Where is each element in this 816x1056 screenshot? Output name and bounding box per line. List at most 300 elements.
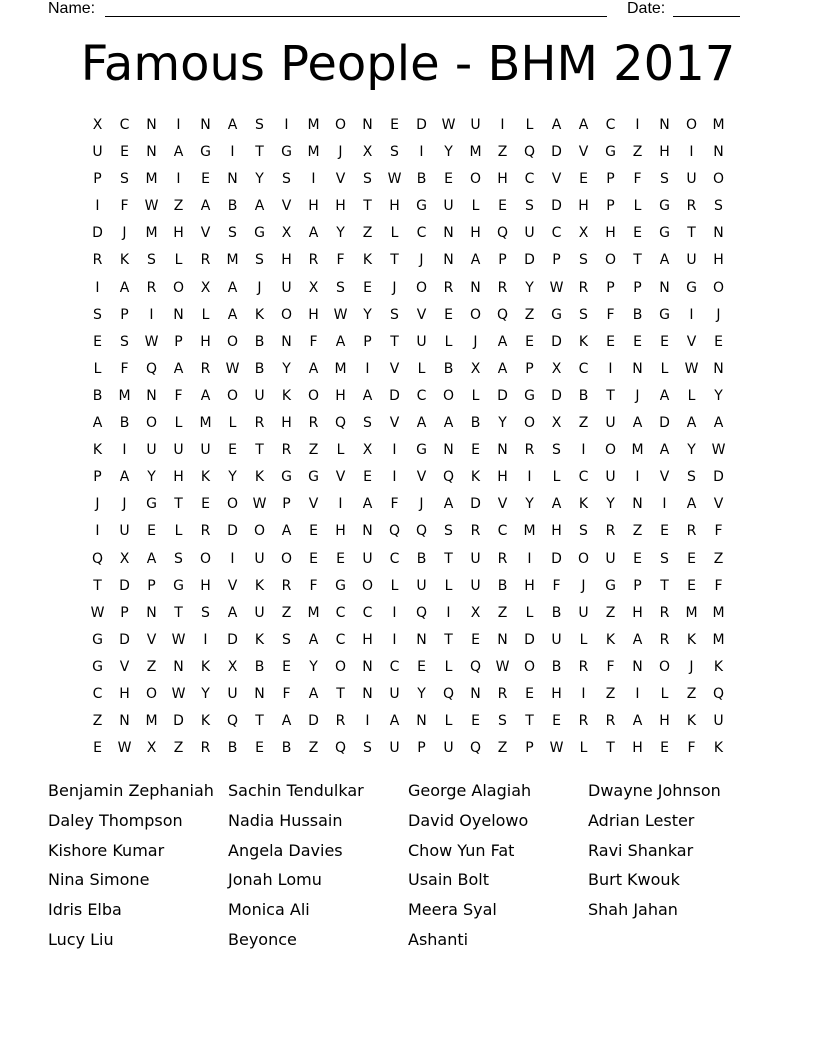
grid-letter: A: [659, 387, 670, 404]
grid-letter: X: [92, 117, 103, 133]
grid-letter: U: [254, 604, 265, 621]
grid-letter: C: [416, 387, 427, 404]
grid-letter: O: [361, 577, 374, 594]
grid-letter: K: [686, 631, 697, 648]
grid-letter: K: [200, 658, 211, 675]
grid-letter: U: [416, 577, 427, 594]
grid-letter: H: [281, 415, 292, 432]
grid-letter: L: [471, 198, 480, 215]
grid-letter: X: [308, 279, 319, 296]
grid-letter: H: [308, 306, 319, 323]
grid-letter: B: [551, 658, 562, 675]
grid-letter: Y: [444, 144, 453, 161]
grid-letter: B: [254, 658, 265, 675]
word-list-item: Angela Davies: [228, 840, 343, 860]
grid-letter: E: [147, 523, 156, 540]
grid-letter: J: [581, 577, 586, 594]
grid-letter: T: [255, 442, 264, 459]
grid-letter: Y: [228, 469, 237, 486]
grid-letter: U: [686, 171, 697, 188]
grid-letter: X: [146, 740, 157, 757]
grid-letter: F: [309, 577, 318, 594]
grid-letter: Z: [281, 604, 292, 621]
grid-letter: N: [146, 387, 157, 404]
grid-letter: O: [604, 252, 617, 269]
grid-letter: Z: [497, 144, 508, 161]
grid-letter: E: [687, 550, 696, 567]
grid-letter: O: [334, 117, 347, 133]
grid-letter: I: [311, 171, 316, 188]
grid-letter: W: [171, 685, 186, 702]
grid-letter: A: [497, 360, 508, 377]
grid-letter: U: [200, 442, 211, 459]
grid-letter: M: [307, 117, 320, 133]
grid-letter: A: [173, 360, 184, 377]
grid-letter: G: [605, 144, 616, 161]
grid-letter: F: [687, 740, 696, 757]
grid-letter: U: [524, 225, 535, 242]
grid-letter: V: [551, 171, 562, 188]
grid-letter: V: [281, 198, 292, 215]
grid-letter: E: [579, 171, 588, 188]
grid-letter: H: [200, 577, 211, 594]
grid-letter: O: [334, 658, 347, 675]
word-list-item: George Alagiah: [408, 781, 532, 800]
grid-letter: S: [255, 117, 264, 133]
grid-letter: N: [146, 604, 157, 621]
grid-letter: R: [200, 740, 211, 757]
grid-letter: X: [119, 550, 130, 567]
grid-letter: K: [119, 252, 130, 269]
grid-letter: X: [578, 225, 589, 242]
grid-letter: H: [281, 252, 292, 269]
grid-letter: G: [686, 279, 697, 296]
grid-letter: I: [95, 523, 100, 540]
grid-letter: T: [606, 740, 615, 757]
grid-letter: O: [253, 523, 266, 540]
grid-letter: M: [307, 604, 320, 621]
grid-letter: B: [416, 171, 427, 188]
grid-letter: P: [498, 252, 507, 269]
grid-letter: I: [446, 604, 451, 621]
grid-letter: E: [606, 333, 615, 350]
grid-letter: Z: [173, 740, 184, 757]
word-list-item: Adrian Lester: [588, 810, 695, 830]
grid-letter: S: [255, 252, 264, 269]
grid-letter: N: [362, 658, 373, 675]
grid-letter: L: [444, 713, 453, 730]
grid-letter: G: [335, 577, 346, 594]
grid-letter: G: [551, 306, 562, 323]
grid-letter: H: [335, 523, 346, 540]
grid-letter: Z: [632, 523, 643, 540]
grid-letter: T: [606, 387, 615, 404]
word-list-item: Nadia Hussain: [228, 810, 343, 830]
grid-letter: T: [390, 333, 399, 350]
grid-letter: B: [254, 360, 265, 377]
grid-letter: U: [470, 117, 481, 133]
grid-letter: A: [200, 198, 211, 215]
grid-letter: L: [390, 577, 399, 594]
grid-letter: O: [226, 496, 239, 513]
grid-letter: S: [363, 740, 372, 757]
grid-letter: Z: [605, 604, 616, 621]
grid-letter: F: [714, 523, 723, 540]
grid-letter: U: [713, 713, 724, 730]
word-list-item: Daley Thompson: [48, 810, 183, 830]
grid-letter: R: [578, 658, 589, 675]
grid-letter: H: [497, 171, 508, 188]
grid-letter: V: [389, 415, 400, 432]
grid-letter: N: [497, 631, 508, 648]
grid-letter: H: [632, 740, 643, 757]
grid-letter: E: [498, 198, 507, 215]
grid-letter: H: [713, 252, 724, 269]
grid-letter: T: [633, 252, 642, 269]
grid-letter: I: [392, 604, 397, 621]
grid-letter: E: [633, 225, 642, 242]
grid-letter: K: [713, 740, 724, 757]
grid-letter: O: [469, 171, 482, 188]
grid-letter: Z: [92, 713, 103, 730]
grid-letter: V: [200, 225, 211, 242]
grid-letter: U: [443, 740, 454, 757]
word-list-item: Ashanti: [408, 929, 469, 949]
grid-letter: H: [335, 198, 346, 215]
grid-letter: A: [335, 333, 346, 350]
grid-letter: Y: [498, 415, 507, 432]
grid-letter: R: [686, 198, 697, 215]
word-list-item: Beyonce: [228, 929, 297, 949]
grid-letter: Y: [147, 469, 156, 486]
grid-letter: S: [444, 523, 453, 540]
grid-letter: C: [119, 117, 130, 133]
grid-letter: A: [389, 713, 400, 730]
grid-letter: W: [90, 604, 105, 621]
grid-letter: W: [711, 442, 726, 459]
grid-letter: D: [497, 387, 508, 404]
grid-letter: M: [685, 604, 698, 621]
grid-letter: Q: [442, 469, 455, 486]
grid-letter: L: [174, 252, 183, 269]
grid-letter: G: [281, 144, 292, 161]
grid-letter: W: [441, 117, 456, 133]
grid-letter: C: [524, 171, 535, 188]
grid-letter: D: [551, 550, 562, 567]
word-list-item: Meera Syal: [408, 900, 497, 920]
grid-letter: O: [577, 550, 590, 567]
grid-letter: A: [416, 415, 427, 432]
grid-letter: O: [307, 387, 320, 404]
grid-letter: B: [578, 387, 589, 404]
grid-letter: M: [118, 387, 131, 404]
grid-letter: R: [497, 279, 508, 296]
grid-letter: E: [93, 740, 102, 757]
grid-letter: V: [389, 360, 400, 377]
grid-letter: J: [95, 496, 100, 513]
grid-letter: N: [416, 713, 427, 730]
grid-letter: L: [201, 306, 210, 323]
grid-letter: E: [660, 740, 669, 757]
grid-letter: U: [551, 631, 562, 648]
grid-letter: P: [282, 496, 291, 513]
grid-letter: A: [443, 415, 454, 432]
grid-letter: D: [389, 387, 400, 404]
grid-letter: E: [633, 550, 642, 567]
date-blank-line: [673, 16, 740, 17]
grid-letter: K: [254, 469, 265, 486]
grid-letter: A: [362, 496, 373, 513]
grid-letter: H: [632, 604, 643, 621]
grid-letter: V: [335, 469, 346, 486]
grid-letter: N: [497, 442, 508, 459]
grid-letter: F: [309, 333, 318, 350]
grid-letter: K: [578, 333, 589, 350]
grid-letter: R: [659, 604, 670, 621]
grid-letter: E: [228, 442, 237, 459]
grid-letter: S: [660, 550, 669, 567]
grid-letter: F: [390, 496, 399, 513]
word-list-item: Dwayne Johnson: [588, 781, 721, 800]
grid-letter: S: [552, 442, 561, 459]
grid-letter: D: [713, 469, 724, 486]
grid-letter: N: [200, 117, 211, 133]
grid-letter: B: [551, 604, 562, 621]
grid-letter: L: [579, 740, 588, 757]
grid-letter: G: [659, 306, 670, 323]
grid-letter: M: [226, 252, 239, 269]
grid-letter: P: [606, 171, 615, 188]
grid-letter: V: [416, 469, 427, 486]
grid-letter: D: [659, 415, 670, 432]
grid-letter: T: [687, 225, 696, 242]
grid-letter: I: [662, 496, 667, 513]
grid-letter: L: [336, 442, 345, 459]
grid-letter: J: [257, 279, 262, 296]
grid-letter: P: [120, 306, 129, 323]
grid-letter: O: [685, 117, 698, 133]
grid-letter: Y: [714, 387, 723, 404]
grid-letter: K: [686, 713, 697, 730]
word-list-item: Chow Yun Fat: [408, 840, 515, 860]
grid-letter: Q: [712, 685, 725, 702]
grid-letter: U: [686, 252, 697, 269]
word-list-item: Burt Kwouk: [588, 870, 680, 890]
grid-letter: D: [551, 333, 562, 350]
grid-letter: K: [605, 631, 616, 648]
grid-letter: N: [416, 631, 427, 648]
grid-letter: J: [473, 333, 478, 350]
grid-letter: S: [282, 171, 291, 188]
grid-letter: L: [174, 523, 183, 540]
grid-letter: S: [687, 469, 696, 486]
grid-letter: R: [443, 279, 454, 296]
grid-letter: Z: [173, 198, 184, 215]
grid-letter: A: [659, 252, 670, 269]
grid-letter: F: [714, 577, 723, 594]
grid-letter: U: [254, 387, 265, 404]
grid-letter: U: [389, 685, 400, 702]
grid-letter: D: [173, 713, 184, 730]
grid-letter: D: [227, 631, 238, 648]
grid-letter: A: [497, 333, 508, 350]
grid-letter: T: [444, 631, 453, 648]
grid-letter: M: [334, 360, 347, 377]
grid-letter: G: [92, 631, 103, 648]
grid-letter: Q: [415, 523, 428, 540]
grid-letter: O: [145, 685, 158, 702]
grid-letter: C: [362, 604, 373, 621]
grid-letter: O: [145, 415, 158, 432]
grid-letter: K: [281, 387, 292, 404]
grid-letter: L: [660, 685, 669, 702]
grid-letter: O: [226, 387, 239, 404]
grid-letter: N: [632, 658, 643, 675]
grid-letter: N: [146, 117, 157, 133]
grid-letter: N: [227, 171, 238, 188]
grid-letter: D: [551, 387, 562, 404]
grid-letter: E: [552, 713, 561, 730]
grid-letter: Y: [255, 171, 264, 188]
grid-letter: W: [144, 198, 159, 215]
grid-letter: R: [200, 523, 211, 540]
grid-letter: P: [633, 279, 642, 296]
name-label: Name:: [48, 0, 96, 17]
grid-letter: A: [227, 279, 238, 296]
grid-letter: V: [686, 333, 697, 350]
grid-letter: N: [281, 333, 292, 350]
grid-letter: F: [606, 658, 615, 675]
grid-letter: F: [606, 306, 615, 323]
word-list-item: Jonah Lomu: [228, 870, 322, 890]
grid-letter: H: [173, 469, 184, 486]
grid-letter: M: [199, 415, 212, 432]
grid-letter: R: [335, 713, 346, 730]
grid-letter: D: [308, 713, 319, 730]
grid-letter: A: [632, 415, 643, 432]
grid-letter: S: [363, 171, 372, 188]
grid-letter: J: [122, 496, 127, 513]
grid-letter: L: [93, 360, 102, 377]
grid-letter: R: [605, 523, 616, 540]
grid-letter: O: [442, 387, 455, 404]
grid-letter: M: [307, 144, 320, 161]
grid-letter: L: [444, 658, 453, 675]
grid-letter: E: [444, 171, 453, 188]
grid-letter: D: [470, 496, 481, 513]
grid-letter: I: [365, 713, 370, 730]
grid-letter: A: [551, 496, 562, 513]
grid-letter: N: [254, 685, 265, 702]
grid-letter: X: [551, 360, 562, 377]
grid-letter: W: [333, 306, 348, 323]
grid-letter: U: [281, 279, 292, 296]
grid-letter: G: [416, 442, 427, 459]
grid-letter: E: [201, 496, 210, 513]
grid-letter: J: [716, 306, 721, 323]
grid-letter: R: [281, 577, 292, 594]
word-list-item: Benjamin Zephaniah: [48, 781, 214, 800]
grid-letter: S: [93, 306, 102, 323]
grid-letter: H: [470, 225, 481, 242]
grid-letter: H: [659, 144, 670, 161]
grid-letter: J: [122, 225, 127, 242]
grid-letter: G: [605, 577, 616, 594]
grid-letter: K: [254, 577, 265, 594]
grid-letter: W: [225, 360, 240, 377]
grid-letter: V: [146, 631, 157, 648]
grid-letter: L: [660, 360, 669, 377]
grid-letter: U: [227, 685, 238, 702]
grid-letter: H: [173, 225, 184, 242]
grid-letter: N: [443, 225, 454, 242]
grid-letter: E: [471, 631, 480, 648]
grid-letter: H: [578, 198, 589, 215]
grid-letter: K: [578, 496, 589, 513]
grid-letter: D: [227, 523, 238, 540]
grid-letter: H: [524, 577, 535, 594]
grid-letter: U: [92, 144, 103, 161]
grid-letter: Y: [417, 685, 426, 702]
grid-letter: P: [120, 604, 129, 621]
word-list-item: Lucy Liu: [48, 929, 114, 949]
grid-letter: A: [281, 523, 292, 540]
grid-letter: O: [604, 442, 617, 459]
grid-letter: I: [581, 685, 586, 702]
grid-letter: U: [254, 550, 265, 567]
grid-letter: O: [280, 550, 293, 567]
grid-letter: B: [227, 740, 238, 757]
grid-letter: G: [254, 225, 265, 242]
grid-letter: I: [392, 469, 397, 486]
grid-letter: O: [658, 658, 671, 675]
grid-letter: I: [284, 117, 289, 133]
grid-letter: S: [174, 550, 183, 567]
grid-letter: E: [390, 117, 399, 133]
grid-letter: M: [712, 631, 725, 648]
grid-letter: R: [497, 685, 508, 702]
grid-letter: I: [500, 117, 505, 133]
grid-letter: N: [713, 225, 724, 242]
grid-letter: C: [389, 658, 400, 675]
grid-letter: R: [308, 252, 319, 269]
grid-letter: H: [335, 387, 346, 404]
grid-letter: N: [713, 360, 724, 377]
grid-letter: Y: [687, 442, 696, 459]
grid-letter: N: [659, 117, 670, 133]
grid-letter: W: [684, 360, 699, 377]
grid-letter: I: [122, 442, 127, 459]
grid-letter: E: [660, 523, 669, 540]
grid-letter: V: [497, 496, 508, 513]
grid-letter: D: [92, 225, 103, 242]
grid-letter: E: [633, 333, 642, 350]
grid-letter: H: [551, 685, 562, 702]
grid-letter: F: [336, 252, 345, 269]
grid-letter: N: [713, 144, 724, 161]
grid-letter: I: [95, 198, 100, 215]
grid-letter: M: [469, 144, 482, 161]
grid-letter: L: [390, 225, 399, 242]
grid-letter: J: [635, 387, 640, 404]
grid-letter: G: [173, 577, 184, 594]
grid-letter: H: [605, 225, 616, 242]
grid-letter: P: [633, 577, 642, 594]
grid-letter: B: [92, 387, 103, 404]
grid-letter: K: [254, 306, 265, 323]
grid-letter: L: [417, 360, 426, 377]
grid-letter: G: [659, 198, 670, 215]
